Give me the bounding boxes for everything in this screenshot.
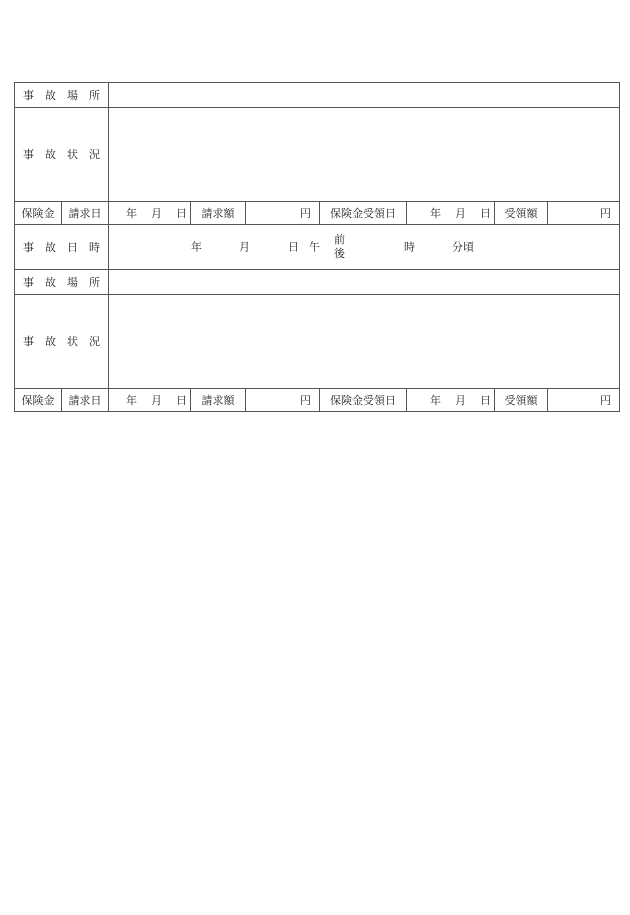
accident-datetime-field[interactable] bbox=[109, 225, 620, 270]
accident-situation-row bbox=[15, 108, 620, 202]
dt-hour: 時 bbox=[404, 240, 415, 254]
accident-place-row bbox=[15, 83, 620, 108]
receipt-date-field-2[interactable]: 年 月 日 bbox=[407, 389, 495, 412]
claim-amount-field-2[interactable]: 円 bbox=[246, 389, 320, 412]
accident-place-label: 事 故 場 所 bbox=[15, 83, 109, 108]
accident-place-label-2: 事 故 場 所 bbox=[15, 270, 109, 295]
claim-amount-label: 請求額 bbox=[191, 202, 246, 225]
pm-option[interactable]: 後 bbox=[334, 247, 345, 260]
receipt-amount-label: 受領額 bbox=[495, 202, 548, 225]
dt-year: 年 bbox=[191, 240, 202, 254]
claim-amount-field[interactable]: 円 bbox=[246, 202, 320, 225]
insurance-row-2 bbox=[15, 389, 620, 412]
accident-place-field[interactable] bbox=[109, 83, 620, 108]
insurance-row bbox=[15, 202, 620, 225]
dt-minute: 分頃 bbox=[452, 240, 474, 254]
accident-datetime-row bbox=[15, 225, 620, 270]
accident-situation-field-2[interactable] bbox=[109, 295, 620, 389]
receipt-date-label-2: 保険金受領日 bbox=[320, 389, 407, 412]
insurance-label: 保険金 bbox=[15, 202, 62, 225]
claim-date-label: 請求日 bbox=[62, 202, 109, 225]
receipt-date-field[interactable]: 年 月 日 bbox=[407, 202, 495, 225]
accident-datetime-label: 事 故 日 時 bbox=[15, 225, 109, 270]
am-pm-selector[interactable] bbox=[334, 233, 345, 261]
dt-gozen-suffix: 午 bbox=[309, 240, 320, 254]
claim-amount-label-2: 請求額 bbox=[191, 389, 246, 412]
receipt-amount-label-2: 受領額 bbox=[495, 389, 548, 412]
insurance-label-2: 保険金 bbox=[15, 389, 62, 412]
accident-situation-label: 事 故 状 況 bbox=[15, 108, 109, 202]
claim-date-field[interactable]: 年 月 日 bbox=[109, 202, 191, 225]
claim-date-label-2: 請求日 bbox=[62, 389, 109, 412]
am-option[interactable]: 前 bbox=[334, 233, 345, 246]
receipt-amount-field[interactable]: 円 bbox=[548, 202, 620, 225]
dt-month: 月 bbox=[239, 240, 250, 254]
accident-situation-label-2: 事 故 状 況 bbox=[15, 295, 109, 389]
accident-situation-row-2 bbox=[15, 295, 620, 389]
accident-place-field-2[interactable] bbox=[109, 270, 620, 295]
accident-table bbox=[14, 82, 620, 412]
receipt-amount-field-2[interactable]: 円 bbox=[548, 389, 620, 412]
claim-date-field-2[interactable]: 年 月 日 bbox=[109, 389, 191, 412]
accident-place-row-2 bbox=[15, 270, 620, 295]
receipt-date-label: 保険金受領日 bbox=[320, 202, 407, 225]
accident-record-form bbox=[14, 82, 619, 412]
dt-day: 日 bbox=[288, 240, 299, 254]
accident-situation-field[interactable] bbox=[109, 108, 620, 202]
